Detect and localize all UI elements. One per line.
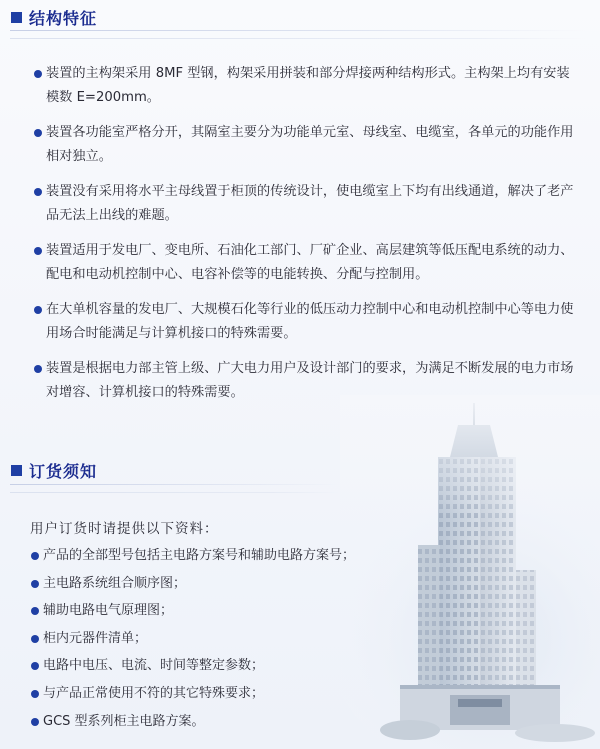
bullet-dot-icon bbox=[31, 552, 39, 560]
divider bbox=[10, 38, 585, 39]
item-text: 装置没有采用将水平主母线置于柜顶的传统设计，使电缆室上下均有出线通道，解决了老产品无法上出线的难题。 bbox=[46, 184, 574, 223]
section-header-structure bbox=[11, 6, 97, 29]
bullet-dot-icon bbox=[31, 607, 39, 615]
bullet-dot-icon bbox=[34, 365, 42, 373]
item-text: GCS 型系列柜主电路方案。 bbox=[43, 713, 205, 729]
bullet-dot-icon bbox=[34, 70, 42, 78]
divider bbox=[10, 492, 340, 493]
bullet-dot-icon bbox=[34, 247, 42, 255]
list-item bbox=[31, 601, 411, 621]
bullet-dot-icon bbox=[34, 306, 42, 314]
bullet-dot-icon bbox=[31, 690, 39, 698]
divider bbox=[10, 30, 585, 31]
list-item bbox=[31, 712, 411, 732]
list-item bbox=[31, 684, 411, 704]
section-title: 订货须知 bbox=[29, 462, 98, 481]
list-item bbox=[31, 629, 411, 649]
list-item bbox=[31, 656, 411, 676]
item-text: 产品的全部型号包括主电路方案号和辅助电路方案号； bbox=[43, 548, 356, 563]
item-text: 电路中电压、电流、时间等整定参数； bbox=[43, 658, 265, 674]
bullet-dot-icon bbox=[34, 188, 42, 196]
list-item bbox=[34, 357, 582, 405]
list-item bbox=[34, 62, 582, 110]
bullet-dot-icon bbox=[31, 635, 39, 643]
item-text: 主电路系统组合顺序图； bbox=[43, 575, 187, 591]
ordering-intro: 用户订货时请提供以下资料： bbox=[30, 521, 219, 537]
bullet-dot-icon bbox=[31, 718, 39, 726]
item-text: 与产品正常使用不符的其它特殊要求； bbox=[43, 685, 265, 701]
item-text: 辅助电路电气原理图； bbox=[43, 603, 174, 619]
square-icon bbox=[11, 12, 22, 23]
divider bbox=[10, 484, 340, 485]
list-item bbox=[31, 574, 411, 594]
ordering-list bbox=[31, 546, 411, 739]
list-item bbox=[34, 298, 582, 346]
item-text: 装置的主构架采用 8MF 型钢，构架采用拼装和部分焊接两种结构形式。主构架上均有安装模数 E=200mm。 bbox=[46, 66, 570, 105]
square-icon bbox=[11, 465, 22, 476]
item-text: 装置是根据电力部主管上级、广大电力用户及设计部门的要求，为满足不断发展的电力市场对增容、计算机接口的特殊需要。 bbox=[46, 361, 574, 400]
bullet-dot-icon bbox=[34, 129, 42, 137]
item-text: 在大单机容量的发电厂、大规模石化等行业的低压动力控制中心和电动机控制中心等电力使用场合时能满足与计算机接口的特殊需要。 bbox=[46, 302, 574, 341]
list-item bbox=[31, 546, 411, 566]
section-title: 结构特征 bbox=[29, 9, 98, 28]
list-item bbox=[34, 239, 582, 287]
bullet-dot-icon bbox=[31, 580, 39, 588]
list-item bbox=[34, 180, 582, 228]
item-text: 装置适用于发电厂、变电所、石油化工部门、厂矿企业、高层建筑等低压配电系统的动力、配电和电动机控制中心、电容补偿等的电能转换、分配与控制用。 bbox=[46, 243, 574, 282]
item-text: 柜内元器件清单； bbox=[43, 630, 148, 646]
feature-list bbox=[34, 62, 582, 416]
list-item bbox=[34, 121, 582, 169]
item-text: 装置各功能室严格分开，其隔室主要分为功能单元室、母线室、电缆室，各单元的功能作用相对独立。 bbox=[46, 125, 574, 164]
bullet-dot-icon bbox=[31, 662, 39, 670]
section-header-ordering bbox=[11, 459, 97, 482]
